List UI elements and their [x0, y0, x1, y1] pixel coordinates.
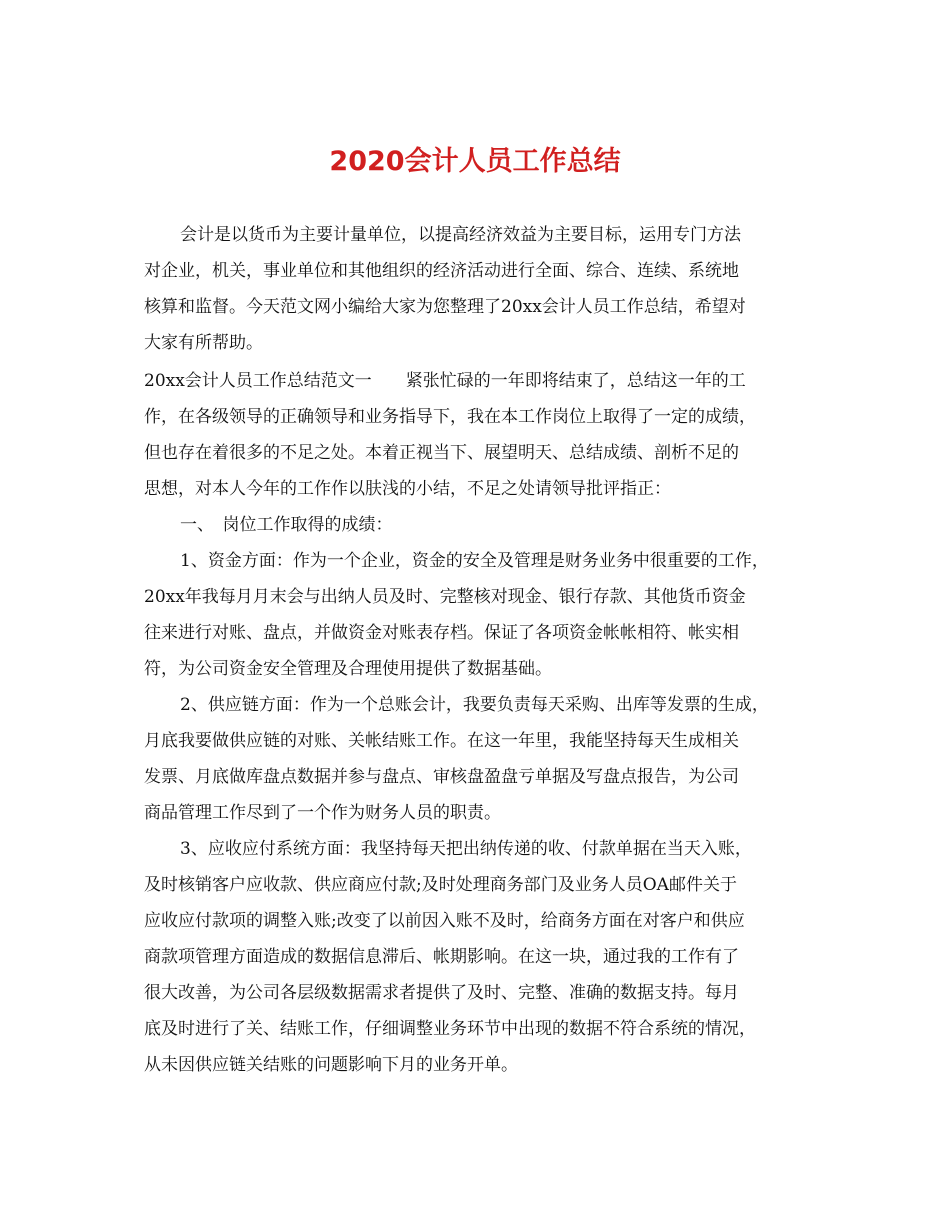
- paragraph-line: 会计是以货币为主要计量单位，以提高经济效益为主要目标，运用专门方法: [180, 225, 741, 245]
- paragraph-line: 1、资金方面：作为一个企业，资金的安全及管理是财务业务中很重要的工作，: [180, 551, 769, 571]
- paragraph-line: 底及时进行了关、结账工作，仔细调整业务环节中出现的数据不符合系统的情况，: [144, 1019, 756, 1039]
- paragraph-line: 20xx会计人员工作总结范文一 紧张忙碌的一年即将结束了，总结这一年的工: [144, 371, 746, 391]
- paragraph-line: 商款项管理方面造成的数据信息滞后、帐期影响。在这一块，通过我的工作有了: [144, 947, 739, 967]
- paragraph-line: 符，为公司资金安全管理及合理使用提供了数据基础。: [144, 659, 552, 679]
- paragraph-line: 但也存在着很多的不足之处。本着正视当下、展望明天、总结成绩、剖析不足的: [144, 443, 739, 463]
- paragraph-line: 往来进行对账、盘点，并做资金对账表存档。保证了各项资金帐帐相符、帐实相: [144, 623, 739, 643]
- paragraph-line: 20xx年我每月月末会与出纳人员及时、完整核对现金、银行存款、其他货币资金: [144, 587, 746, 607]
- section-heading: 一、 岗位工作取得的成绩：: [180, 515, 393, 535]
- paragraph-line: 大家有所帮助。: [144, 333, 263, 353]
- paragraph-line: 及时核销客户应收款、供应商应付款;及时处理商务部门及业务人员OA邮件关于: [144, 875, 737, 895]
- paragraph-line: 从未因供应链关结账的问题影响下月的业务开单。: [144, 1055, 518, 1075]
- paragraph-line: 2、供应链方面：作为一个总账会计，我要负责每天采购、出库等发票的生成，: [180, 695, 769, 715]
- paragraph-line: 商品管理工作尽到了一个作为财务人员的职责。: [144, 803, 501, 823]
- paragraph-line: 思想，对本人今年的工作作以肤浅的小结，不足之处请领导批评指正：: [144, 479, 671, 499]
- paragraph-line: 核算和监督。今天范文网小编给大家为您整理了20xx会计人员工作总结，希望对: [144, 297, 746, 317]
- paragraph-line: 3、应收应付系统方面：我坚持每天把出纳传递的收、付款单据在当天入账，: [180, 839, 752, 859]
- paragraph-line: 月底我要做供应链的对账、关帐结账工作。在这一年里，我能坚持每天生成相关: [144, 731, 739, 751]
- paragraph-line: 作，在各级领导的正确领导和业务指导下，我在本工作岗位上取得了一定的成绩，: [144, 407, 756, 427]
- paragraph-line: 发票、月底做库盘点数据并参与盘点、审核盘盈盘亏单据及写盘点报告，为公司: [144, 767, 739, 787]
- paragraph-line: 应收应付款项的调整入账;改变了以前因入账不及时，给商务方面在对客户和供应: [144, 911, 745, 931]
- paragraph-line: 对企业，机关，事业单位和其他组织的经济活动进行全面、综合、连续、系统地: [144, 261, 739, 281]
- paragraph-line: 很大改善，为公司各层级数据需求者提供了及时、完整、准确的数据支持。每月: [144, 983, 739, 1003]
- document-title: 2020会计人员工作总结: [329, 146, 621, 177]
